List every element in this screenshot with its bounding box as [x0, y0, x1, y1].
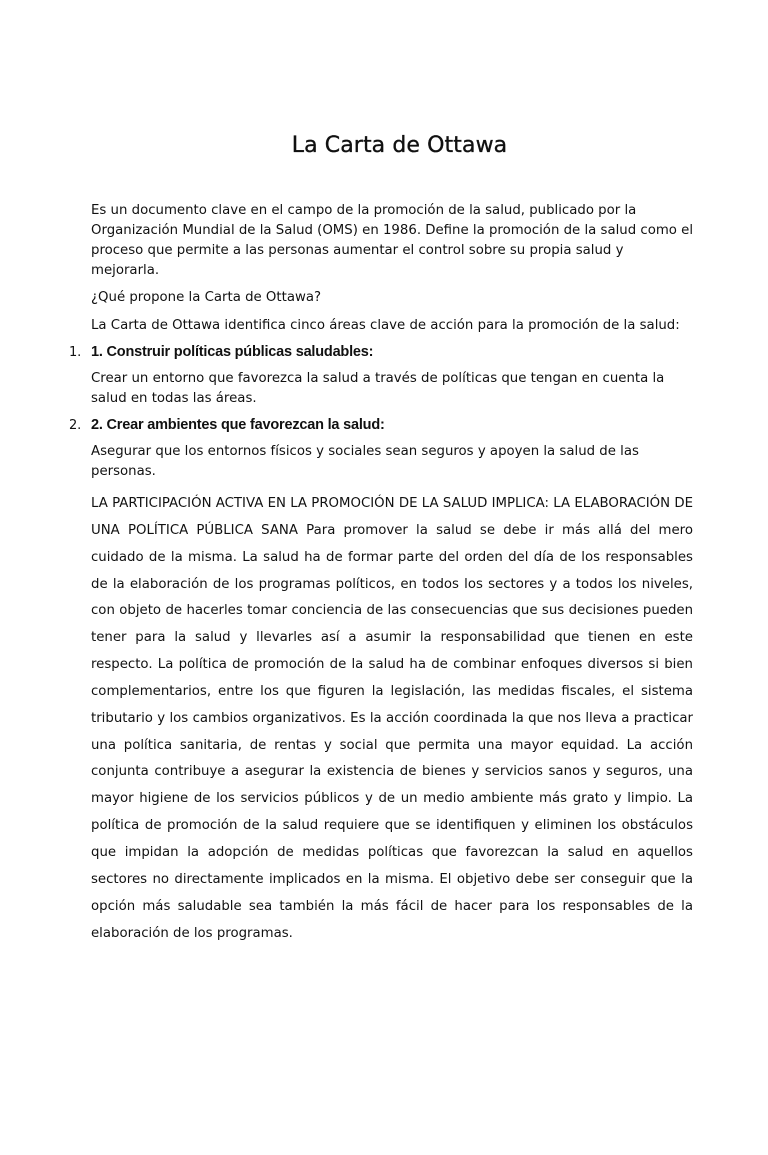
- list-item-heading: [69, 342, 693, 362]
- question-paragraph: ¿Qué propone la Carta de Ottawa?: [91, 290, 322, 305]
- list-item-number: 1.: [69, 345, 82, 360]
- intro-paragraph: Es un documento clave en el campo de la promoción de la salud, publicado por la Organización Mundial de la Salud (OMS) en 1986. Define la promoción de la salud como el proceso que permite a las personas aumentar el control sobre su propia salud y mejorarla.: [91, 203, 694, 278]
- list-item-heading-text: 2. Crear ambientes que favorezcan la salud:: [91, 417, 385, 433]
- document-page: [0, 131, 768, 1155]
- document-title: La Carta de Ottawa: [291, 133, 508, 158]
- list-item-description: Crear un entorno que favorezca la salud a través de políticas que tengan en cuenta la salud en todas las áreas.: [91, 371, 665, 406]
- body-paragraph: LA PARTICIPACIÓN ACTIVA EN LA PROMOCIÓN DE LA SALUD IMPLICA: LA ELABORACIÓN DE UNA POLÍTICA PÚBLICA SANA Para promover la salud se debe ir más allá del mero cuidado de la misma. La salud ha de formar parte del orden del día de los responsables de la elaboración de los programas políticos, en todos los sectores y a todos los niveles, con objeto de hacerles tomar conciencia de las consecuencias que sus decisiones pueden tener para la salud y llevarles así a asumir la responsabilidad que tienen en este respecto. La política de promoción de la salud ha de combinar enfoques diversos si bien complementarios, entre los que figuren la legislación, las medidas fiscales, el sistema tributario y los cambios organizativos. Es la acción coordinada la que nos lleva a practicar una política sanitaria, de rentas y social que permita una mayor equidad. La acción conjunta contribuye a asegurar la existencia de bienes y servicios sanos y seguros, una mayor higiene de los servicios públicos y de un medio ambiente más grato y limpio. La política de promoción de la salud requiere que se identifiquen y eliminen los obstáculos que impidan la adopción de medidas políticas que favorezcan la salud en aquellos sectores no directamente implicados en la misma. El objetivo debe ser conseguir que la opción más saludable sea también la más fácil de hacer para los responsables de la elaboración de los programas.: [91, 496, 693, 941]
- areas-intro-paragraph: La Carta de Ottawa identifica cinco áreas clave de acción para la promoción de la salud:: [91, 318, 680, 333]
- list-item-number: 2.: [69, 418, 82, 433]
- list-item-heading: [69, 415, 693, 435]
- list-item-heading-text: 1. Construir políticas públicas saludables:: [91, 344, 374, 360]
- list-item-description: Asegurar que los entornos físicos y sociales sean seguros y apoyen la salud de las personas.: [91, 444, 639, 479]
